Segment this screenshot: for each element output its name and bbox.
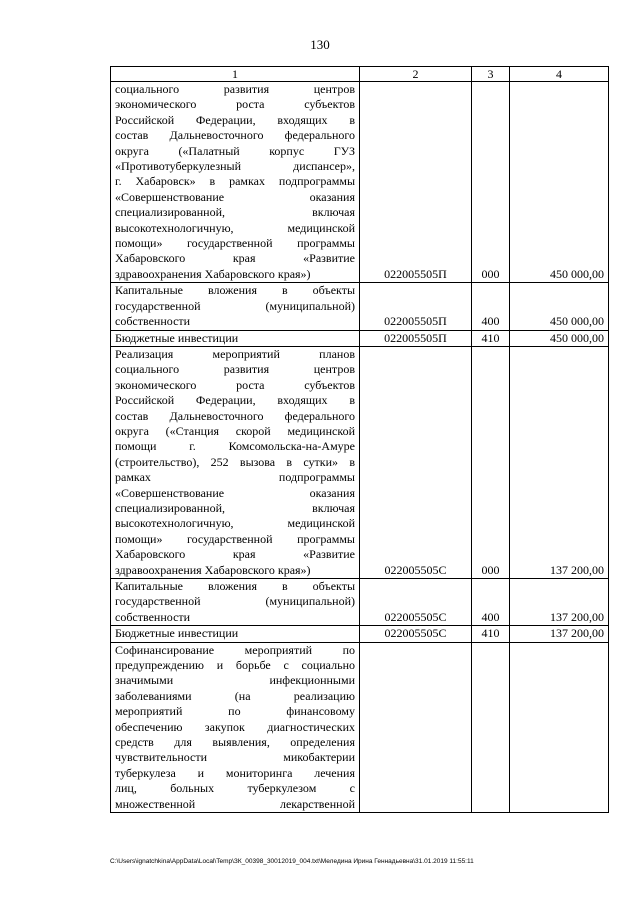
description-line: Бюджетные инвестиции [115,626,239,641]
row-expense-type [472,642,510,812]
description-line: средств для выявления, определения [115,735,355,750]
table-row [111,330,609,346]
description-line: экономического роста субъектов [115,97,355,112]
row-amount [510,642,609,812]
description-line: собственности [115,314,191,329]
description-line: Реализация мероприятий планов [115,346,355,361]
row-amount: 137 200,00 [510,346,609,578]
table-row [111,283,609,330]
description-line: г. Хабаровск» в рамках подпрограммы [115,174,355,189]
row-amount: 137 200,00 [510,579,609,626]
description-line: Капитальные вложения в объекты [115,579,355,593]
row-expense-type: 410 [472,330,510,346]
description-line: высокотехнологичную, медицинской [115,516,355,531]
row-description [111,626,360,642]
description-line: обеспечению закупок диагностических [115,719,355,734]
description-line: «Совершенствование оказания [115,485,355,500]
column-header-3: 3 [472,67,510,82]
description-line: лиц, больных туберкулезом с [115,781,355,796]
description-line: значимыми инфекционными [115,673,355,688]
description-line: (строительство), 252 вызова в сутки» в [115,454,355,469]
row-description [111,579,360,626]
row-amount: 137 200,00 [510,626,609,642]
description-line: собственности [115,609,191,624]
description-line: специализированной, включая [115,500,355,515]
description-line: состав Дальневосточного федерального [115,408,355,423]
row-description [111,346,360,578]
column-header-2: 2 [360,67,472,82]
row-target-code: 022005505С [360,579,472,626]
file-path-footer: C:\Users\ignatchkina\AppData\Local\Temp\ЗК_00398_30012019_004.txt\Меледина Ирина Геннадьевна\31.01.2019 11:55:11 [110,858,474,865]
description-line: «Противотуберкулезный диспансер», [115,159,355,174]
row-amount: 450 000,00 [510,82,609,283]
table-row [111,626,609,642]
description-line: заболеваниями (на реализацию [115,688,355,703]
row-description [111,330,360,346]
row-description [111,642,360,812]
row-expense-type: 410 [472,626,510,642]
row-target-code: 022005505С [360,626,472,642]
description-line: государственной (муниципальной) [115,298,355,313]
description-line: помощи» государственной программы [115,236,355,251]
row-expense-type: 000 [472,346,510,578]
description-line: рамках подпрограммы [115,470,355,485]
description-line: множественной лекарственной [115,796,355,811]
description-line: Российской Федерации, входящих в [115,393,355,408]
budget-table [110,66,609,813]
row-target-code: 022005505П [360,82,472,283]
description-line: Хабаровского края «Развитие [115,547,355,562]
description-line: округа («Палатный корпус ГУЗ [115,143,355,158]
column-header-1: 1 [111,67,360,82]
description-line: чувствительности микобактерии [115,750,355,765]
row-expense-type: 400 [472,283,510,330]
table-row [111,346,609,578]
row-expense-type: 400 [472,579,510,626]
description-line: предупреждению и борьбе с социально [115,658,355,673]
table-row [111,579,609,626]
description-line: государственной (муниципальной) [115,594,355,609]
description-line: туберкулеза и мониторинга лечения [115,765,355,780]
row-target-code: 022005505С [360,346,472,578]
description-line: Софинансирование мероприятий по [115,642,355,657]
description-line: Российской Федерации, входящих в [115,112,355,127]
description-line: высокотехнологичную, медицинской [115,220,355,235]
row-amount: 450 000,00 [510,330,609,346]
row-target-code: 022005505П [360,283,472,330]
table-row [111,642,609,812]
table-header-row [111,67,609,82]
description-line: Хабаровского края «Развитие [115,251,355,266]
description-line: социального развития центров [115,82,355,96]
description-line: специализированной, включая [115,205,355,220]
description-line: округа («Станция скорой медицинской [115,423,355,438]
description-line: «Совершенствование оказания [115,189,355,204]
description-line: помощи» государственной программы [115,531,355,546]
description-line: Капитальные вложения в объекты [115,283,355,298]
description-line: Бюджетные инвестиции [115,330,239,345]
row-description [111,283,360,330]
description-line: состав Дальневосточного федерального [115,128,355,143]
row-amount: 450 000,00 [510,283,609,330]
row-description [111,82,360,283]
description-line: социального развития центров [115,362,355,377]
description-line: здравоохранения Хабаровского края») [115,562,311,577]
column-header-4: 4 [510,67,609,82]
page-number: 130 [310,37,330,52]
row-target-code: 022005505П [360,330,472,346]
description-line: здравоохранения Хабаровского края») [115,266,311,281]
table-row [111,82,609,283]
row-expense-type: 000 [472,82,510,283]
description-line: мероприятий по финансовому [115,704,355,719]
description-line: помощи г. Комсомольска-на-Амуре [115,439,355,454]
row-target-code [360,642,472,812]
description-line: экономического роста субъектов [115,377,355,392]
